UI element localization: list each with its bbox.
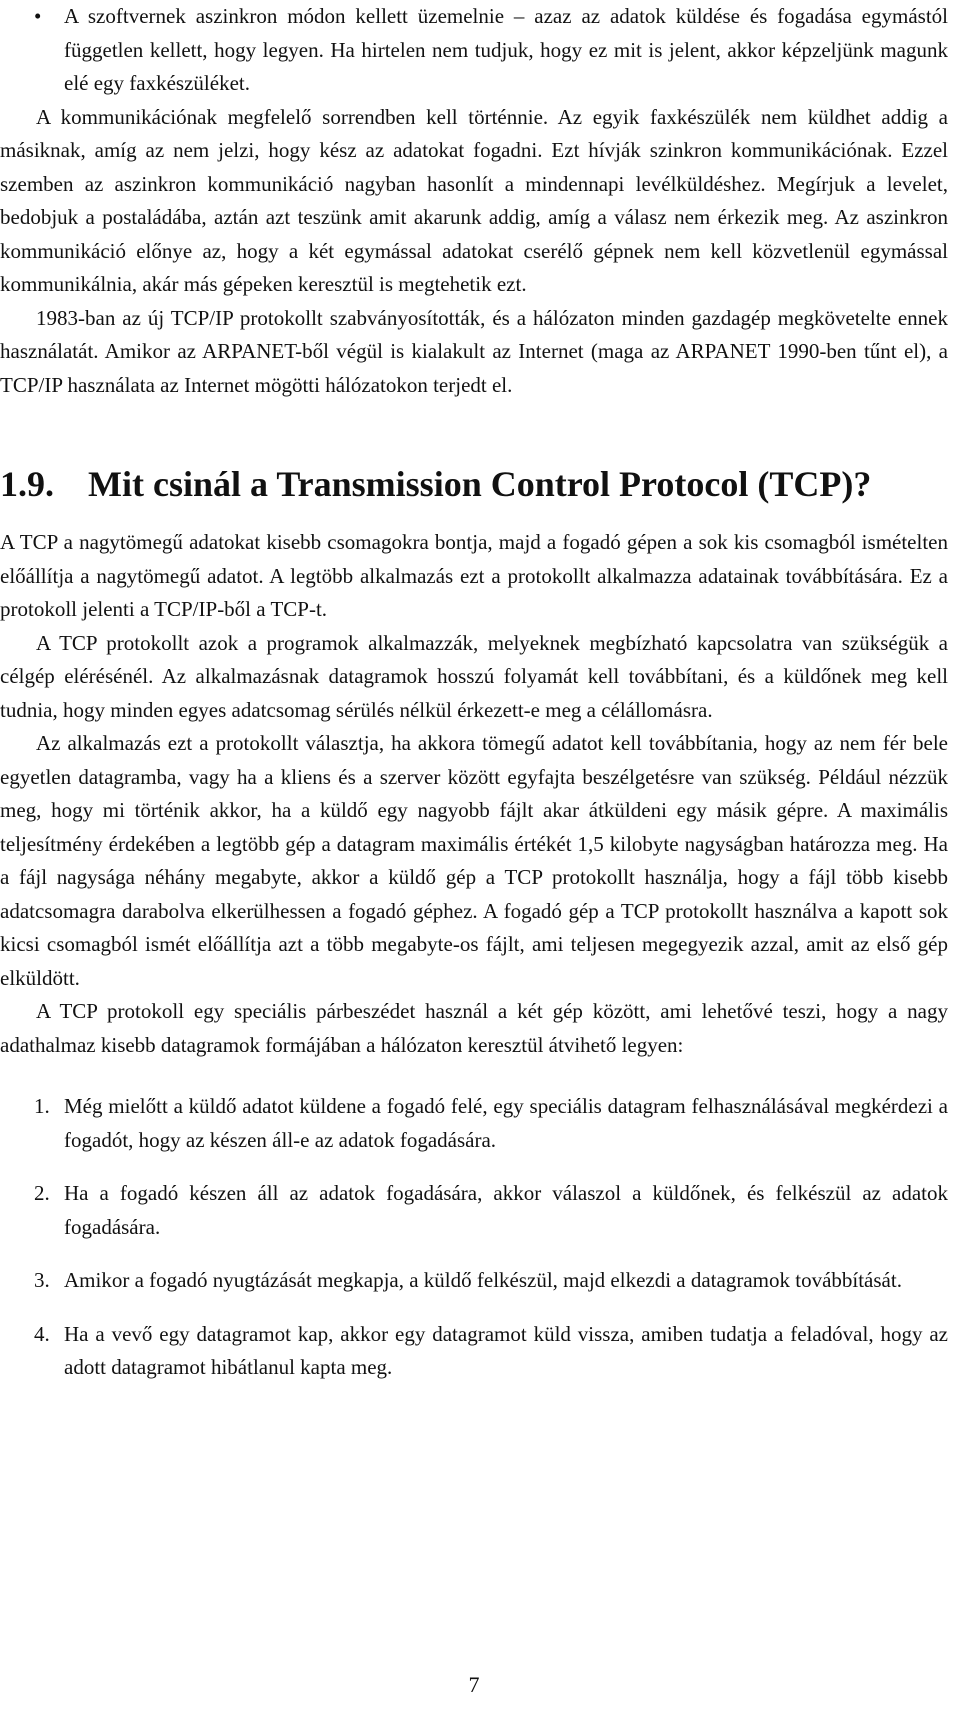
list-item [0,1264,948,1298]
page-number: 7 [468,1672,480,1697]
paragraph: A TCP protokollt azok a programok alkalmazzák, melyeknek megbízható kapcsolatra van szükségük a célgép elérésénél. Az alkalmazásnak datagramok hosszú folyamát kell továbbítani, és a küldőnek meg kell tudnia, hogy minden egyes adatcsomag sérülés nélkül érkezett-e meg a célállomásra. [0,630,948,722]
steps-list [0,1090,948,1385]
section-heading [0,462,948,506]
paragraph: A TCP a nagytömegű adatokat kisebb csomagokra bontja, majd a fogadó gépen a sok kis csomagból ismételten előállítja a nagytömegű adatot. A legtöbb alkalmazás ezt a protokollt alkalmazza adatainak továbbítására. Ez a protokoll jelenti a TCP/IP-ből a TCP-t. [0,530,948,621]
list-item [0,1177,948,1244]
list-item-text: Még mielőtt a küldő adatot küldene a fogadó felé, egy speciális datagram felhasználásával megkérdezi a fogadót, hogy az készen áll-e az adatok fogadására. [64,1094,948,1152]
list-item-number: 1. [34,1094,50,1118]
paragraph-fax: A kommunikációnak megfelelő sorrendben kell történnie. Az egyik faxkészülék nem küldhet addig a másiknak, amíg az nem jelzi, hogy kész az adatokat fogadni. Ezt hívják szinkron kommunikációnak. Ezzel szemben az aszinkron kommunikáció nagyban hasonlít a mindennapi levélküldéshez. Megírjuk a levelet, bedobjuk a postaládába, aztán azt teszünk amit akarunk addig, amíg a válasz nem érkezik meg. Az aszinkron kommunikáció előnye az, hogy a két egymással adatokat cserélő gépnek nem kell közvetlenül egymással kommunikálnia, akár más gépeken keresztül is megtehetik ezt. [0,104,948,296]
paragraph-1983: 1983-ban az új TCP/IP protokollt szabványosították, és a hálózaton minden gazdagép megkövetelte ennek használatát. Amikor az ARPANET-ből végül is kialakult az Internet (maga az ARPANET 1990-ben tűnt el), a TCP/IP használata az Internet mögötti hálózatokon terjedt el. [0,305,948,397]
bullet-item [0,0,948,101]
list-item-number: 2. [34,1181,50,1205]
paragraph: A TCP protokoll egy speciális párbeszédet használ a két gép között, ami lehetővé teszi, hogy a nagy adathalmaz kisebb datagramok formájában a hálózaton keresztül átvihető legyen: [0,999,948,1057]
section-title: Mit csinál a Transmission Control Protocol (TCP)? [88,464,872,504]
bullet-text: A szoftvernek aszinkron módon kellett üzemelnie – azaz az adatok küldése és fogadása egymástól független kellett, hogy legyen. Ha hirtelen nem tudjuk, hogy ez mit is jelent, akkor képzeljünk magunk elé egy faxkészüléket. [64,4,948,95]
section-number: 1.9. [0,464,54,504]
list-item-text: Ha a vevő egy datagramot kap, akkor egy datagramot küld vissza, amiben tudatja a feladóval, hogy az adott datagramot hibátlanul kapta meg. [64,1321,948,1379]
bullet-icon: • [34,4,42,28]
list-item-number: 4. [34,1321,50,1346]
list-item-number: 3. [34,1268,50,1292]
paragraph: Az alkalmazás ezt a protokollt választja, ha akkora tömegű adatot kell továbbítania, hogy az nem fér bele egyetlen datagramba, vagy ha a kliens és a szerver között egyfajta beszélgetésre van szükség. Például nézzük meg, hogy mi történik akkor, ha a küldő egy nagyobb fájlt akar átküldeni egy másik gépre. A maximális teljesítmény érdekében a legtöbb gép a datagram maximális értékét 1,5 kilobyte nagyságban határozza meg. Ha a fájl nagysága néhány megabyte, akkor a küldő gép a TCP protokollt használja, hogy a fájl több kisebb adatcsomagra darabolva elkerülhessen a fogadó géphez. A fogadó gép a TCP protokollt használva a kapott sok kicsi csomagból ismét előállítja azt a több megabyte-os fájlt, ami teljesen megegyezik azzal, amit az első gép elküldött. [0,731,948,990]
list-item-text: Ha a fogadó készen áll az adatok fogadására, akkor válaszol a küldőnek, és felkészül az adatok fogadására. [64,1181,948,1239]
list-item [0,1090,948,1157]
list-item-text: Amikor a fogadó nyugtázását megkapja, a küldő felkészül, majd elkezdi a datagramok továbbítását. [64,1268,902,1292]
list-item [0,1318,948,1385]
